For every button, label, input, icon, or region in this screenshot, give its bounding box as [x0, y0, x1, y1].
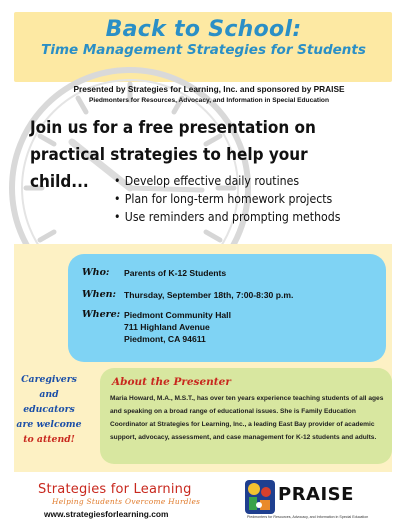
praise-logo-text: PRAISE [278, 484, 354, 505]
where-value: Piedmont Community Hall 711 Highland Avenue Piedmont, CA 94611 [124, 310, 231, 344]
headline-line-2: practical strategies to help your child... [30, 145, 308, 191]
bullet-item: • Plan for long-term homework projects [114, 192, 333, 206]
bullet-dot-icon: • [114, 192, 121, 206]
praise-logo-icon [245, 480, 275, 514]
flyer-title: Back to School: [105, 17, 302, 42]
headline-line-1: Join us for a free presentation on [30, 118, 316, 137]
bullet-dot-icon: • [114, 210, 121, 224]
sfl-tagline: Helping Students Overcome Hurdles [52, 497, 201, 506]
presenter-bio: Maria Howard, M.A., M.S.T., has over ten years experience teaching students of all ages and speaking on a broad range of educational issues. She is Family Education Coordinator at Strategies for Learning, Inc., a leading East Bay provider of academic support, advocacy, assessment, and case management for K-12 students and adults. [110, 395, 384, 441]
flyer-subtitle: Time Management Strategies for Students [41, 42, 366, 58]
where-label: Where: [82, 309, 121, 320]
presenter-card [100, 368, 392, 464]
praise-full-name: Piedmonters for Resources, Advocacy, and Information in Special Education [89, 97, 329, 104]
sfl-logo: Strategies for Learning [38, 482, 192, 497]
praise-logo-subtitle: Piedmonters for Resources, Advocacy, and Information in Special Education [247, 515, 369, 519]
presenter-title: About the Presenter [112, 376, 231, 388]
bullet-item: • Develop effective daily routines [114, 174, 300, 188]
caregivers-note: Caregivers and educators are welcome to attend! [16, 374, 82, 445]
who-label: Who: [82, 267, 110, 278]
bullet-dot-icon: • [114, 174, 121, 188]
bullet-item: • Use reminders and prompting methods [114, 210, 341, 224]
when-value: Thursday, September 18th, 7:00-8:30 p.m. [124, 290, 294, 300]
presented-by-line: Presented by Strategies for Learning, Inc. and sponsored by PRAISE [73, 84, 345, 94]
who-value: Parents of K-12 Students [124, 268, 227, 278]
when-label: When: [82, 289, 117, 300]
strategy-bullet-list [114, 172, 375, 226]
sfl-website-link[interactable]: www.strategiesforlearning.com [44, 509, 169, 519]
event-details-card [68, 254, 386, 362]
